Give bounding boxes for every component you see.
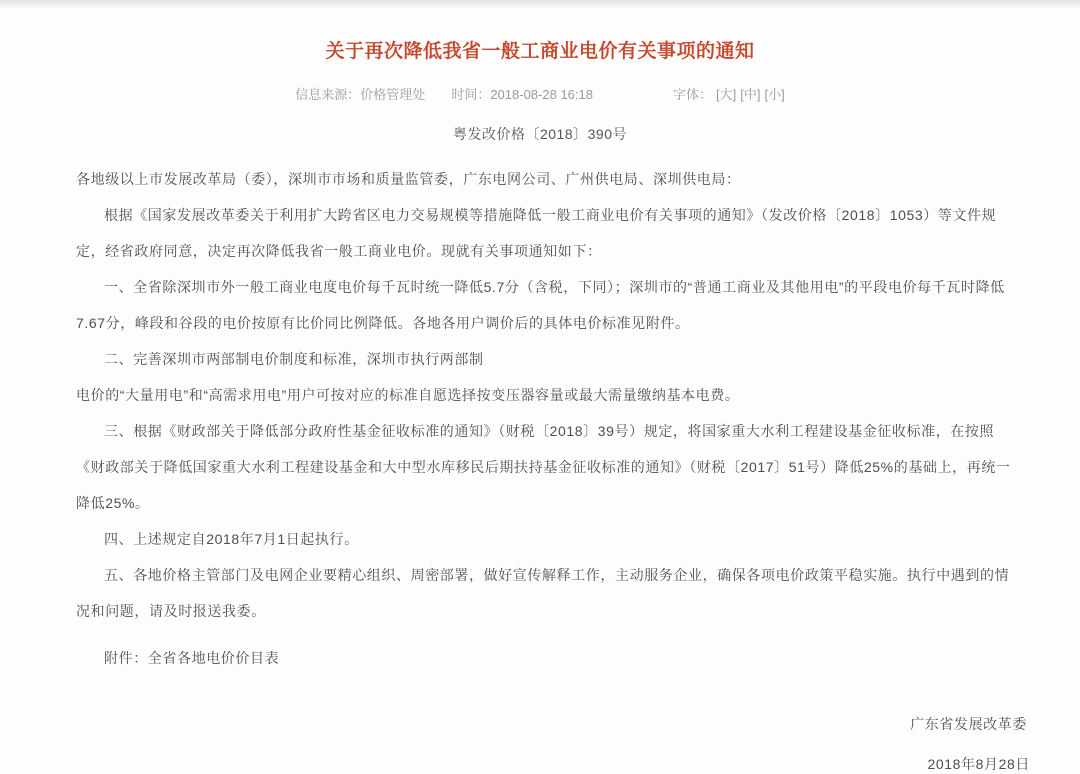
font-size-label: 字体： xyxy=(672,87,712,102)
issue-date: 2018年8月28日 xyxy=(927,756,1030,772)
paragraph: 各地级以上市发展改革局（委），深圳市市场和质量监管委，广东电网公司、广州供电局、深圳供电局： xyxy=(76,171,741,187)
font-size-control xyxy=(673,84,785,103)
info-source-label: 信息来源： xyxy=(295,87,361,102)
info-source-value: 价格管理处 xyxy=(360,87,426,102)
paragraph: 根据《国家发展改革委关于利用扩大跨省区电力交易规模等措施降低一般工商业电价有关事项的通知》（发改价格〔2018〕1053）等文件规定，经省政府同意，决定再次降低我省一般工商业电价。现就有关事项通知如下： xyxy=(76,207,997,259)
publish-time-value: 2018-08-28 16:18 xyxy=(490,87,593,102)
page-title: 关于再次降低我省一般工商业电价有关事项的通知 xyxy=(325,41,755,62)
paragraph: 一、全省除深圳市外一般工商业电度电价每千瓦时统一降低5.7分（含税，下同）；深圳市的“普通工商业及其他用电”的平段电价每千瓦时降低7.67分，峰段和谷段的电价按原有比价同比例降低。各地各用户调价后的具体电价标准见附件。 xyxy=(76,279,1005,331)
paragraph: 电价的“大量用电”和“高需求用电”用户可按对应的标准自愿选择按变压器容量或最大需量缴纳基本电费。 xyxy=(76,387,740,403)
notice-body xyxy=(76,161,1018,629)
doc-number: 粤发改价格〔2018〕390号 xyxy=(452,126,627,142)
font-size-medium-button[interactable]: [中] xyxy=(740,87,761,102)
issuer-signature: 广东省发展改革委 xyxy=(910,716,1027,732)
publish-time xyxy=(451,84,593,103)
paragraph: 五、各地价格主管部门及电网企业要精心组织、周密部署，做好宣传解释工作，主动服务企业，确保各项电价政策平稳实施。执行中遇到的情况和问题，请及时报送我委。 xyxy=(76,567,1010,619)
meta-bar xyxy=(0,84,1080,103)
paragraph: 四、上述规定自2018年7月1日起执行。 xyxy=(104,531,359,547)
attachment-line: 附件：全省各地电价价目表 xyxy=(104,650,280,666)
publish-time-label: 时间： xyxy=(451,87,491,102)
paragraph: 三、根据《财政部关于降低部分政府性基金征收标准的通知》（财税〔2018〕39号）规定，将国家重大水利工程建设基金征收标准，在按照《财政部关于降低国家重大水利工程建设基金和大中型水库移民后期扶持基金征收标准的通知》（财税〔2017〕51号）降低25%的基础上，再统一降低25%。 xyxy=(76,423,1011,511)
font-size-large-button[interactable]: [大] xyxy=(716,87,737,102)
paragraph: 二、完善深圳市两部制电价制度和标准，深圳市执行两部制 xyxy=(104,351,484,367)
info-source xyxy=(295,84,425,103)
font-size-small-button[interactable]: [小] xyxy=(764,87,785,102)
font-size-options xyxy=(712,87,785,102)
